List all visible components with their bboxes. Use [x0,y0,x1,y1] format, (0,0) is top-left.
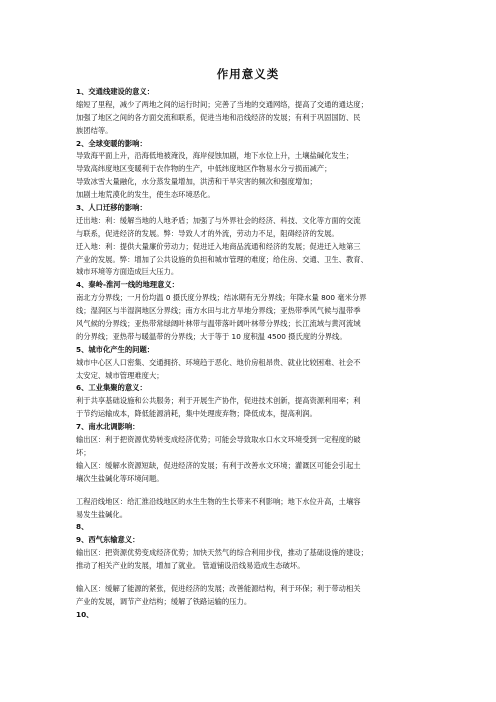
text-line: 族团结等。 [76,125,113,135]
section-heading: 3、人口迁移的影响： [76,203,147,213]
text-line: 加强了地区之间的各方面交流和联系，促进当地和沿线经济的发展；有利于巩固国防、民 [76,112,361,122]
text-line: 风气候的分界线；亚热带常绿阔叶林带与温带落叶阔叶林带分界线；长江流域与黄河流域 [76,319,361,329]
text-line: 城市中心区人口密集、交通拥挤、环境趋于恶化、地价房租昂贵、就业比较困难、社会不 [76,357,361,367]
text-line: 城市环境等方面造成巨大压力。 [76,267,179,277]
text-line: 加剧土地荒漠化的发生，使生态环境恶化。 [76,190,215,200]
section-heading: 5、城市化产生的问题： [76,344,155,354]
text-line: 推动了相关产业的发展，增加了就业。 管道铺设沿线易造成生态破坏。 [76,561,305,571]
text-line: 于节约运输成本，降低能源消耗，集中处理废弃物；降低成本，提高利润。 [76,409,317,419]
text-line: 太安定、城市管理难度大； [76,370,164,380]
text-line: 利于共享基础设施和公共服务；利于开展生产协作，促进技术创新，提高资源利用率；利 [76,396,361,406]
section-heading: 4、秦岭-淮河一线的地理意义： [76,280,179,290]
text-line: 线；湿润区与半湿润地区分界线；南方水田与北方旱地分界线；亚热带季风气候与温带季 [76,306,361,316]
section-heading: 6、工业集聚的意义： [76,383,147,393]
text-line: 产业的发展，调节产业结构；缓解了铁路运输的压力。 [76,596,252,606]
text-line: 输入区：缓解了能源的紧张，促进经济的发展；改善能源结构，利于环保；利于带动相关 [76,583,361,593]
text-line: 迁出地：利：缓解当地的人地矛盾；加强了与外界社会的经济、科技、文化等方面的交流 [76,215,361,225]
section-heading: 7、南水北调影响： [76,422,140,432]
text-line: 工程沿线地区：给汇淮沿线地区的水生生物的生长带来不利影响；地下水位升高，土壤容 [76,496,361,506]
blank-line [76,573,432,583]
text-line: 输出区：利于把资源优势转变成经济优势；可能会导致取水口水文环境受到一定程度的破 [76,435,361,445]
text-line: 产业的发展。弊：增加了公共设施的负担和城市管理的难度；给住房、交通、卫生、教育、 [76,254,368,264]
text-line: 壤次生盐碱化等环境问题。 [76,473,164,483]
text-line: 缩短了里程，减少了两地之间的运行时间；完善了当地的交通网络，提高了交通的通达度； [76,99,368,109]
text-line: 输出区：把资源优势变成经济优势；加快天然气的综合利用步伐，推动了基础设施的建设； [76,548,368,558]
section-heading: 2、全球变暖的影响： [76,138,147,148]
text-line: 坏； [76,447,91,457]
text-line: 易发生盐碱化。 [76,509,128,519]
text-line: 迁入地：利：提供大量廉价劳动力；促进迁入地商品流通和经济的发展；促进迁入地第三 [76,241,361,251]
document-body [76,86,432,622]
text-line: 的分界线；亚热带与暖温带的分界线；大于等于 10 度积温 4500 摄氏度的分界线。 [76,331,347,341]
section-heading: 10、 [76,609,94,619]
section-heading: 9、西气东输意义： [76,535,140,545]
text-line: 导致冰雪大量融化，水分蒸发量增加，洪涝和干旱灾害的频次和强度增加； [76,177,317,187]
text-line: 导致高纬度地区变暖利于农作物的生产，中低纬度地区作物易水分亏损而减产； [76,164,332,174]
blank-line [76,486,432,496]
text-line: 南北方分界线；一月份均温 0 摄氏度分界线；结冰期有无分界线；年降水量 800 毫米分界 [76,293,367,303]
text-line: 导致海平面上升，沿海低地被淹没，海岸侵蚀加剧，地下水位上升，土壤盐碱化发生； [76,151,354,161]
text-line: 与联系，促进经济的发展。弊：导致人才的外流，劳动力不足，阻碍经济的发展。 [76,228,339,238]
page-title: 作用意义类 [216,67,280,81]
section-heading: 8、 [76,522,89,532]
text-line: 输入区：缓解水资源短缺，促进经济的发展；有利于改善水文环境；灌溉区可能会引起土 [76,460,361,470]
section-heading: 1、交通线建设的意义： [76,87,155,96]
